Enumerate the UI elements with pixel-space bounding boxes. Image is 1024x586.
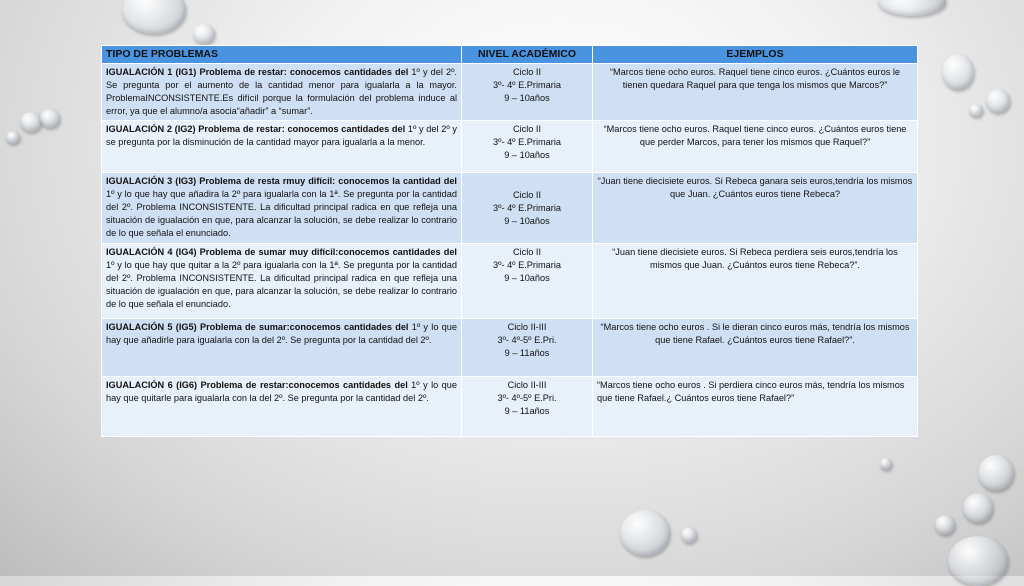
tipo-text: 1º y del 2º y se pregunta por la disminución de la cantidad mayor para igualarla a la menor. [106,124,457,147]
nivel-cell [462,173,593,244]
table-row [102,173,918,244]
tipo-text: 1º y lo que hay que quitar a la 2º para igualarla con la 1ª. Se pregunta por la cantidad del 2º. Problema INCONSISTENTE. La dificultad principal radica en que refleja una situación de igualación en que, para alcanzar la solución, se debe realizar lo contrario de lo que señala el enunciado. [106,260,457,309]
water-drop-decoration [6,131,20,144]
table-row [102,319,918,377]
tipo-cell [102,377,462,437]
nivel-ciclo: Ciclo II [512,124,542,134]
water-drop-decoration [986,89,1010,113]
tipo-text: 1º y del 2º. Se pregunta por el aumento de la cantidad menor para igualarla a la mayor. ProblemaINCONSISTENTE.Es difícil porque la formulación del problema induce al error, ya que el alumno/a asocia“añadir” a “sumar”. [106,67,457,116]
tipo-text: 1º y lo que hay que quitarle para igualarla con la del 2º. Se pregunta por la cantidad del 2º. [106,380,458,403]
nivel-ciclo: Ciclo II-III [507,380,547,390]
water-drop-decoration [948,536,1008,586]
table-row [102,244,918,319]
nivel-cell [462,244,593,319]
ejemplo-cell: “Juan tiene diecisiete euros. Si Rebeca perdiera seis euros,tendría los mismos que Juan. ¿Cuántos euros tiene Rebeca?”. [593,244,918,319]
water-drop-decoration [880,458,892,470]
tipo-title: IGUALACIÓN 6 (IG6) Problema de restar:conocemos cantidades del [106,380,408,390]
table-row [102,64,918,121]
table-row [102,377,918,437]
ejemplo-cell: “Marcos tiene ocho euros . Si perdiera cinco euros más, tendría los mismos que tiene Rafael.¿ Cuántos euros tiene Rafael?” [593,377,918,437]
tipo-cell [102,173,462,244]
ejemplo-cell: “Marcos tiene ocho euros. Raquel tiene cinco euros. ¿Cuántos euros le tienen quedara Raquel para que tenga los mismos que Marcos?” [593,64,918,121]
problems-table [101,45,918,437]
nivel-cell [462,319,593,377]
nivel-edad: 9 – 11años [504,348,550,358]
nivel-cell [462,377,593,437]
tipo-title: IGUALACIÓN 3 (IG3) Problema de resta rmuy difícil: conocemos la cantidad del [106,176,457,186]
nivel-edad: 9 – 10años [504,93,550,103]
water-drop-decoration [40,109,60,128]
water-drop-decoration [942,54,974,90]
nivel-ciclo: Ciclo II-III [507,322,547,332]
water-drop-decoration [193,24,215,44]
tipo-text: 1º y lo que hay que añadirle para igualarla con la del 2º. Se pregunta por la cantidad del 2º. [106,322,457,345]
tipo-cell [102,121,462,173]
tipo-cell [102,64,462,121]
nivel-edad: 9 – 10años [504,273,550,283]
table-header-row [102,46,918,64]
header-ejemplos: EJEMPLOS [593,46,918,64]
nivel-curso: 3º- 4º E.Primaria [493,137,561,147]
nivel-edad: 9 – 11años [504,406,550,416]
nivel-curso: 3º- 4º-5º E.Pri. [497,335,557,345]
nivel-curso: 3º- 4º-5º E.Pri. [497,393,557,403]
tipo-title: IGUALACIÓN 2 (IG2) Problema de restar: conocemos cantidades del [106,124,406,134]
nivel-curso: 3º- 4º E.Primaria [493,202,561,213]
water-drop-decoration [20,112,42,132]
header-nivel: NIVEL ACADÉMICO [462,46,593,64]
water-drop-decoration [935,515,955,535]
water-drop-decoration [963,493,993,523]
nivel-cell [462,121,593,173]
nivel-edad: 9 – 10años [504,150,550,160]
tipo-cell [102,319,462,377]
water-drop-decoration [978,455,1014,491]
nivel-curso: 3º- 4º E.Primaria [493,260,561,270]
table-row [102,121,918,173]
nivel-ciclo: Ciclo II [512,189,542,200]
tipo-cell [102,244,462,319]
header-tipo: TIPO DE PROBLEMAS [102,46,462,64]
ejemplo-cell: “Marcos tiene ocho euros. Raquel tiene cinco euros. ¿Cuántos euros tiene que perder Marcos, para tener los mismos que Raquel?” [593,121,918,173]
tipo-title: IGUALACIÓN 4 (IG4) Problema de sumar muy difícil:conocemos cantidades del [106,247,457,257]
tipo-title: IGUALACIÓN 5 (IG5) Problema de sumar:conocemos cantidades del [106,322,409,332]
water-drop-decoration [122,0,186,34]
nivel-edad: 9 – 10años [504,215,550,226]
water-drop-decoration [620,510,670,556]
water-drop-decoration [969,104,983,117]
tipo-text: 1º y lo que hay que añadira la 2º para igualarla con la 1ª. Se pregunta por la cantidad del 2º. Problema INCONSISTENTE. La dificultad principal radica en que refleja una situación de igualación en que, para alcanzar la solución, se debe realizar lo contrario de lo que señala el enunciado. [106,189,457,238]
ejemplo-cell: “Juan tiene diecisiete euros. Si Rebeca ganara seis euros,tendría los mismos que Juan. ¿Cuántos euros tiene Rebeca? [593,173,918,244]
ejemplo-cell: “Marcos tiene ocho euros . Si le dieran cinco euros más, tendría los mismos que tiene Rafael. ¿Cuántos euros tiene Rafael?”. [593,319,918,377]
tipo-title: IGUALACIÓN 1 (IG1) Problema de restar: conocemos cantidades del [106,67,409,77]
nivel-curso: 3º- 4º E.Primaria [493,80,561,90]
nivel-ciclo: Ciclo II [512,67,542,77]
water-drop-decoration [681,527,697,543]
nivel-cell [462,64,593,121]
nivel-ciclo: Ciclo II [512,247,542,257]
water-drop-decoration [878,0,946,16]
